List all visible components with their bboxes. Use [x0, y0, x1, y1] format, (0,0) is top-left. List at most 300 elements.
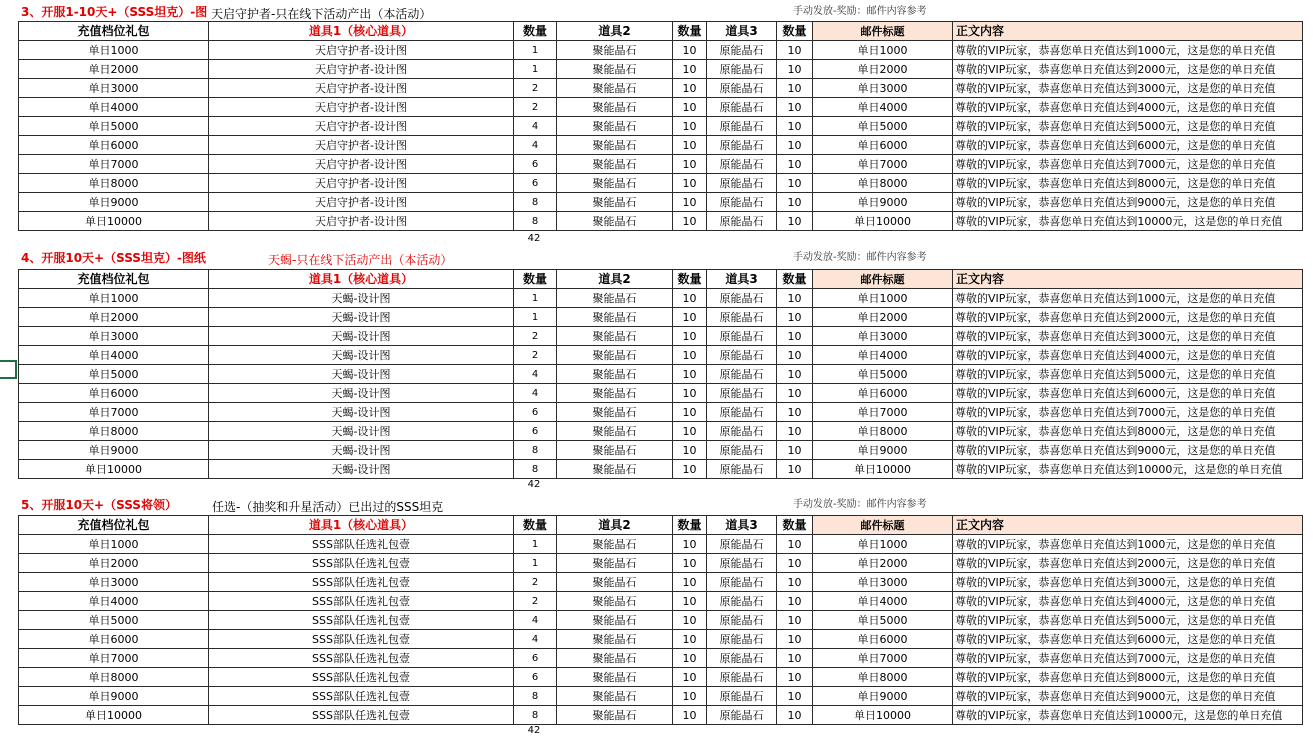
- tier-cell[interactable]: 单日9000: [19, 193, 209, 212]
- item2-cell[interactable]: 聚能晶石: [557, 649, 673, 668]
- qty2-cell[interactable]: 10: [673, 687, 707, 706]
- item3-cell[interactable]: 原能晶石: [707, 212, 777, 231]
- qty1-cell[interactable]: 8: [514, 441, 557, 460]
- tier-cell[interactable]: 单日3000: [19, 327, 209, 346]
- header-qty2[interactable]: 数量: [673, 516, 707, 535]
- mail-title-cell[interactable]: 单日1000: [813, 289, 953, 308]
- tier-cell[interactable]: 单日5000: [19, 117, 209, 136]
- body-cell[interactable]: 尊敬的VIP玩家，恭喜您单日充值达到9000元，这是您的单日充值: [953, 441, 1303, 460]
- qty3-cell[interactable]: 10: [777, 136, 813, 155]
- item2-cell[interactable]: 聚能晶石: [557, 174, 673, 193]
- body-cell[interactable]: 尊敬的VIP玩家，恭喜您单日充值达到6000元，这是您的单日充值: [953, 136, 1303, 155]
- tier-cell[interactable]: 单日4000: [19, 346, 209, 365]
- qty2-cell[interactable]: 10: [673, 117, 707, 136]
- header-mail-title[interactable]: 邮件标题: [813, 22, 953, 41]
- core-item-cell[interactable]: SSS部队任选礼包壹: [209, 706, 514, 725]
- body-cell[interactable]: 尊敬的VIP玩家，恭喜您单日充值达到2000元，这是您的单日充值: [953, 308, 1303, 327]
- mail-title-cell[interactable]: 单日5000: [813, 117, 953, 136]
- item2-cell[interactable]: 聚能晶石: [557, 611, 673, 630]
- item3-cell[interactable]: 原能晶石: [707, 365, 777, 384]
- mail-title-cell[interactable]: 单日10000: [813, 212, 953, 231]
- core-item-cell[interactable]: 天启守护者-设计图: [209, 98, 514, 117]
- qty1-cell[interactable]: 8: [514, 706, 557, 725]
- core-item-cell[interactable]: 天蝎-设计图: [209, 289, 514, 308]
- qty1-cell[interactable]: 4: [514, 117, 557, 136]
- item2-cell[interactable]: 聚能晶石: [557, 422, 673, 441]
- mail-title-cell[interactable]: 单日8000: [813, 422, 953, 441]
- qty2-cell[interactable]: 10: [673, 98, 707, 117]
- qty3-cell[interactable]: 10: [777, 384, 813, 403]
- header-item3[interactable]: 道具3: [707, 270, 777, 289]
- qty2-cell[interactable]: 10: [673, 535, 707, 554]
- qty3-cell[interactable]: 10: [777, 308, 813, 327]
- core-item-cell[interactable]: SSS部队任选礼包壹: [209, 535, 514, 554]
- item2-cell[interactable]: 聚能晶石: [557, 117, 673, 136]
- qty3-cell[interactable]: 10: [777, 441, 813, 460]
- tier-cell[interactable]: 单日2000: [19, 308, 209, 327]
- tier-cell[interactable]: 单日1000: [19, 289, 209, 308]
- qty1-cell[interactable]: 4: [514, 136, 557, 155]
- item2-cell[interactable]: 聚能晶石: [557, 79, 673, 98]
- qty2-cell[interactable]: 10: [673, 60, 707, 79]
- qty3-cell[interactable]: 10: [777, 41, 813, 60]
- header-item3[interactable]: 道具3: [707, 516, 777, 535]
- qty2-cell[interactable]: 10: [673, 136, 707, 155]
- item3-cell[interactable]: 原能晶石: [707, 308, 777, 327]
- mail-title-cell[interactable]: 单日9000: [813, 193, 953, 212]
- item2-cell[interactable]: 聚能晶石: [557, 41, 673, 60]
- item2-cell[interactable]: 聚能晶石: [557, 706, 673, 725]
- core-item-cell[interactable]: 天启守护者-设计图: [209, 136, 514, 155]
- tier-cell[interactable]: 单日7000: [19, 403, 209, 422]
- mail-title-cell[interactable]: 单日9000: [813, 687, 953, 706]
- body-cell[interactable]: 尊敬的VIP玩家，恭喜您单日充值达到9000元，这是您的单日充值: [953, 193, 1303, 212]
- core-item-cell[interactable]: 天蝎-设计图: [209, 403, 514, 422]
- body-cell[interactable]: 尊敬的VIP玩家，恭喜您单日充值达到7000元，这是您的单日充值: [953, 155, 1303, 174]
- qty1-cell[interactable]: 6: [514, 668, 557, 687]
- qty2-cell[interactable]: 10: [673, 611, 707, 630]
- core-item-cell[interactable]: SSS部队任选礼包壹: [209, 573, 514, 592]
- body-cell[interactable]: 尊敬的VIP玩家，恭喜您单日充值达到5000元，这是您的单日充值: [953, 611, 1303, 630]
- qty3-cell[interactable]: 10: [777, 174, 813, 193]
- qty1-cell[interactable]: 6: [514, 649, 557, 668]
- header-qty2[interactable]: 数量: [673, 270, 707, 289]
- qty3-cell[interactable]: 10: [777, 687, 813, 706]
- item2-cell[interactable]: 聚能晶石: [557, 554, 673, 573]
- header-body[interactable]: 正文内容: [953, 270, 1303, 289]
- core-item-cell[interactable]: 天启守护者-设计图: [209, 193, 514, 212]
- mail-title-cell[interactable]: 单日6000: [813, 136, 953, 155]
- body-cell[interactable]: 尊敬的VIP玩家，恭喜您单日充值达到8000元，这是您的单日充值: [953, 422, 1303, 441]
- qty1-cell[interactable]: 1: [514, 289, 557, 308]
- body-cell[interactable]: 尊敬的VIP玩家，恭喜您单日充值达到5000元，这是您的单日充值: [953, 117, 1303, 136]
- item3-cell[interactable]: 原能晶石: [707, 384, 777, 403]
- tier-cell[interactable]: 单日9000: [19, 687, 209, 706]
- qty3-cell[interactable]: 10: [777, 117, 813, 136]
- body-cell[interactable]: 尊敬的VIP玩家，恭喜您单日充值达到4000元，这是您的单日充值: [953, 346, 1303, 365]
- qty2-cell[interactable]: 10: [673, 327, 707, 346]
- header-core-item[interactable]: 道具1（核心道具）: [209, 270, 514, 289]
- qty1-cell[interactable]: 6: [514, 174, 557, 193]
- item3-cell[interactable]: 原能晶石: [707, 41, 777, 60]
- qty2-cell[interactable]: 10: [673, 706, 707, 725]
- qty2-cell[interactable]: 10: [673, 308, 707, 327]
- tier-cell[interactable]: 单日6000: [19, 630, 209, 649]
- header-qty2[interactable]: 数量: [673, 22, 707, 41]
- qty1-cell[interactable]: 2: [514, 592, 557, 611]
- item3-cell[interactable]: 原能晶石: [707, 155, 777, 174]
- header-core-item[interactable]: 道具1（核心道具）: [209, 516, 514, 535]
- body-cell[interactable]: 尊敬的VIP玩家，恭喜您单日充值达到6000元，这是您的单日充值: [953, 384, 1303, 403]
- qty3-cell[interactable]: 10: [777, 212, 813, 231]
- tier-cell[interactable]: 单日3000: [19, 573, 209, 592]
- item2-cell[interactable]: 聚能晶石: [557, 155, 673, 174]
- mail-title-cell[interactable]: 单日1000: [813, 535, 953, 554]
- mail-title-cell[interactable]: 单日7000: [813, 155, 953, 174]
- tier-cell[interactable]: 单日7000: [19, 155, 209, 174]
- item2-cell[interactable]: 聚能晶石: [557, 535, 673, 554]
- mail-title-cell[interactable]: 单日3000: [813, 327, 953, 346]
- item2-cell[interactable]: 聚能晶石: [557, 98, 673, 117]
- item3-cell[interactable]: 原能晶石: [707, 573, 777, 592]
- header-qty1[interactable]: 数量: [514, 516, 557, 535]
- item3-cell[interactable]: 原能晶石: [707, 649, 777, 668]
- core-item-cell[interactable]: SSS部队任选礼包壹: [209, 630, 514, 649]
- core-item-cell[interactable]: 天蝎-设计图: [209, 327, 514, 346]
- quantity-total[interactable]: 42: [527, 725, 541, 736]
- core-item-cell[interactable]: SSS部队任选礼包壹: [209, 687, 514, 706]
- body-cell[interactable]: 尊敬的VIP玩家，恭喜您单日充值达到3000元，这是您的单日充值: [953, 327, 1303, 346]
- header-qty1[interactable]: 数量: [514, 22, 557, 41]
- tier-cell[interactable]: 单日10000: [19, 212, 209, 231]
- body-cell[interactable]: 尊敬的VIP玩家，恭喜您单日充值达到3000元，这是您的单日充值: [953, 573, 1303, 592]
- header-body[interactable]: 正文内容: [953, 516, 1303, 535]
- qty1-cell[interactable]: 6: [514, 422, 557, 441]
- qty3-cell[interactable]: 10: [777, 155, 813, 174]
- mail-title-cell[interactable]: 单日4000: [813, 346, 953, 365]
- qty1-cell[interactable]: 8: [514, 460, 557, 479]
- header-body[interactable]: 正文内容: [953, 22, 1303, 41]
- mail-title-cell[interactable]: 单日7000: [813, 403, 953, 422]
- quantity-total[interactable]: 42: [527, 479, 541, 490]
- body-cell[interactable]: 尊敬的VIP玩家，恭喜您单日充值达到9000元，这是您的单日充值: [953, 687, 1303, 706]
- item3-cell[interactable]: 原能晶石: [707, 327, 777, 346]
- qty1-cell[interactable]: 2: [514, 79, 557, 98]
- qty2-cell[interactable]: 10: [673, 289, 707, 308]
- core-item-cell[interactable]: SSS部队任选礼包壹: [209, 611, 514, 630]
- qty2-cell[interactable]: 10: [673, 441, 707, 460]
- item2-cell[interactable]: 聚能晶石: [557, 308, 673, 327]
- qty3-cell[interactable]: 10: [777, 79, 813, 98]
- qty2-cell[interactable]: 10: [673, 649, 707, 668]
- item3-cell[interactable]: 原能晶石: [707, 136, 777, 155]
- tier-cell[interactable]: 单日8000: [19, 668, 209, 687]
- mail-title-cell[interactable]: 单日5000: [813, 611, 953, 630]
- tier-cell[interactable]: 单日5000: [19, 611, 209, 630]
- mail-title-cell[interactable]: 单日2000: [813, 60, 953, 79]
- qty1-cell[interactable]: 4: [514, 384, 557, 403]
- qty3-cell[interactable]: 10: [777, 592, 813, 611]
- tier-cell[interactable]: 单日2000: [19, 60, 209, 79]
- mail-title-cell[interactable]: 单日6000: [813, 384, 953, 403]
- mail-title-cell[interactable]: 单日7000: [813, 649, 953, 668]
- qty3-cell[interactable]: 10: [777, 668, 813, 687]
- qty1-cell[interactable]: 1: [514, 554, 557, 573]
- qty3-cell[interactable]: 10: [777, 365, 813, 384]
- qty1-cell[interactable]: 8: [514, 687, 557, 706]
- qty2-cell[interactable]: 10: [673, 79, 707, 98]
- item2-cell[interactable]: 聚能晶石: [557, 441, 673, 460]
- item3-cell[interactable]: 原能晶石: [707, 117, 777, 136]
- item2-cell[interactable]: 聚能晶石: [557, 384, 673, 403]
- qty3-cell[interactable]: 10: [777, 535, 813, 554]
- item3-cell[interactable]: 原能晶石: [707, 630, 777, 649]
- qty3-cell[interactable]: 10: [777, 193, 813, 212]
- qty2-cell[interactable]: 10: [673, 384, 707, 403]
- body-cell[interactable]: 尊敬的VIP玩家，恭喜您单日充值达到8000元，这是您的单日充值: [953, 668, 1303, 687]
- core-item-cell[interactable]: SSS部队任选礼包壹: [209, 649, 514, 668]
- qty2-cell[interactable]: 10: [673, 346, 707, 365]
- item2-cell[interactable]: 聚能晶石: [557, 212, 673, 231]
- body-cell[interactable]: 尊敬的VIP玩家，恭喜您单日充值达到4000元，这是您的单日充值: [953, 98, 1303, 117]
- body-cell[interactable]: 尊敬的VIP玩家，恭喜您单日充值达到1000元，这是您的单日充值: [953, 289, 1303, 308]
- header-item2[interactable]: 道具2: [557, 270, 673, 289]
- mail-title-cell[interactable]: 单日6000: [813, 630, 953, 649]
- body-cell[interactable]: 尊敬的VIP玩家，恭喜您单日充值达到6000元，这是您的单日充值: [953, 630, 1303, 649]
- qty3-cell[interactable]: 10: [777, 403, 813, 422]
- item2-cell[interactable]: 聚能晶石: [557, 573, 673, 592]
- qty3-cell[interactable]: 10: [777, 327, 813, 346]
- core-item-cell[interactable]: SSS部队任选礼包壹: [209, 554, 514, 573]
- item3-cell[interactable]: 原能晶石: [707, 403, 777, 422]
- qty3-cell[interactable]: 10: [777, 422, 813, 441]
- qty3-cell[interactable]: 10: [777, 611, 813, 630]
- core-item-cell[interactable]: 天蝎-设计图: [209, 422, 514, 441]
- item3-cell[interactable]: 原能晶石: [707, 535, 777, 554]
- mail-title-cell[interactable]: 单日2000: [813, 554, 953, 573]
- mail-title-cell[interactable]: 单日2000: [813, 308, 953, 327]
- tier-cell[interactable]: 单日4000: [19, 98, 209, 117]
- qty2-cell[interactable]: 10: [673, 422, 707, 441]
- core-item-cell[interactable]: 天蝎-设计图: [209, 460, 514, 479]
- qty2-cell[interactable]: 10: [673, 554, 707, 573]
- body-cell[interactable]: 尊敬的VIP玩家，恭喜您单日充值达到5000元，这是您的单日充值: [953, 365, 1303, 384]
- core-item-cell[interactable]: SSS部队任选礼包壹: [209, 668, 514, 687]
- header-core-item[interactable]: 道具1（核心道具）: [209, 22, 514, 41]
- qty3-cell[interactable]: 10: [777, 554, 813, 573]
- qty1-cell[interactable]: 1: [514, 535, 557, 554]
- tier-cell[interactable]: 单日1000: [19, 41, 209, 60]
- item3-cell[interactable]: 原能晶石: [707, 592, 777, 611]
- item3-cell[interactable]: 原能晶石: [707, 460, 777, 479]
- tier-cell[interactable]: 单日2000: [19, 554, 209, 573]
- tier-cell[interactable]: 单日8000: [19, 422, 209, 441]
- qty3-cell[interactable]: 10: [777, 346, 813, 365]
- qty1-cell[interactable]: 1: [514, 60, 557, 79]
- item2-cell[interactable]: 聚能晶石: [557, 460, 673, 479]
- core-item-cell[interactable]: 天蝎-设计图: [209, 308, 514, 327]
- item3-cell[interactable]: 原能晶石: [707, 289, 777, 308]
- item3-cell[interactable]: 原能晶石: [707, 79, 777, 98]
- item2-cell[interactable]: 聚能晶石: [557, 193, 673, 212]
- item3-cell[interactable]: 原能晶石: [707, 611, 777, 630]
- core-item-cell[interactable]: 天启守护者-设计图: [209, 79, 514, 98]
- qty2-cell[interactable]: 10: [673, 460, 707, 479]
- item2-cell[interactable]: 聚能晶石: [557, 592, 673, 611]
- tier-cell[interactable]: 单日6000: [19, 136, 209, 155]
- qty1-cell[interactable]: 4: [514, 611, 557, 630]
- body-cell[interactable]: 尊敬的VIP玩家，恭喜您单日充值达到1000元，这是您的单日充值: [953, 41, 1303, 60]
- item3-cell[interactable]: 原能晶石: [707, 441, 777, 460]
- qty1-cell[interactable]: 6: [514, 155, 557, 174]
- qty1-cell[interactable]: 8: [514, 193, 557, 212]
- tier-cell[interactable]: 单日6000: [19, 384, 209, 403]
- core-item-cell[interactable]: 天蝎-设计图: [209, 384, 514, 403]
- header-tier[interactable]: 充值档位礼包: [19, 22, 209, 41]
- mail-title-cell[interactable]: 单日8000: [813, 174, 953, 193]
- tier-cell[interactable]: 单日4000: [19, 592, 209, 611]
- qty1-cell[interactable]: 1: [514, 308, 557, 327]
- qty2-cell[interactable]: 10: [673, 193, 707, 212]
- qty3-cell[interactable]: 10: [777, 630, 813, 649]
- header-item2[interactable]: 道具2: [557, 22, 673, 41]
- qty1-cell[interactable]: 4: [514, 365, 557, 384]
- tier-cell[interactable]: 单日9000: [19, 441, 209, 460]
- body-cell[interactable]: 尊敬的VIP玩家，恭喜您单日充值达到7000元，这是您的单日充值: [953, 403, 1303, 422]
- core-item-cell[interactable]: 天启守护者-设计图: [209, 117, 514, 136]
- header-item3[interactable]: 道具3: [707, 22, 777, 41]
- mail-title-cell[interactable]: 单日9000: [813, 441, 953, 460]
- mail-title-cell[interactable]: 单日10000: [813, 706, 953, 725]
- header-mail-title[interactable]: 邮件标题: [813, 270, 953, 289]
- body-cell[interactable]: 尊敬的VIP玩家，恭喜您单日充值达到8000元，这是您的单日充值: [953, 174, 1303, 193]
- mail-title-cell[interactable]: 单日1000: [813, 41, 953, 60]
- qty2-cell[interactable]: 10: [673, 630, 707, 649]
- header-qty3[interactable]: 数量: [777, 270, 813, 289]
- mail-title-cell[interactable]: 单日3000: [813, 573, 953, 592]
- tier-cell[interactable]: 单日7000: [19, 649, 209, 668]
- item2-cell[interactable]: 聚能晶石: [557, 327, 673, 346]
- mail-title-cell[interactable]: 单日4000: [813, 98, 953, 117]
- qty1-cell[interactable]: 1: [514, 41, 557, 60]
- qty1-cell[interactable]: 2: [514, 327, 557, 346]
- item2-cell[interactable]: 聚能晶石: [557, 403, 673, 422]
- item2-cell[interactable]: 聚能晶石: [557, 365, 673, 384]
- item3-cell[interactable]: 原能晶石: [707, 706, 777, 725]
- qty1-cell[interactable]: 2: [514, 98, 557, 117]
- mail-title-cell[interactable]: 单日8000: [813, 668, 953, 687]
- header-qty3[interactable]: 数量: [777, 22, 813, 41]
- header-qty3[interactable]: 数量: [777, 516, 813, 535]
- core-item-cell[interactable]: 天启守护者-设计图: [209, 212, 514, 231]
- body-cell[interactable]: 尊敬的VIP玩家，恭喜您单日充值达到10000元，这是您的单日充值: [953, 706, 1303, 725]
- item2-cell[interactable]: 聚能晶石: [557, 346, 673, 365]
- mail-title-cell[interactable]: 单日5000: [813, 365, 953, 384]
- core-item-cell[interactable]: 天蝎-设计图: [209, 441, 514, 460]
- qty2-cell[interactable]: 10: [673, 365, 707, 384]
- qty3-cell[interactable]: 10: [777, 649, 813, 668]
- body-cell[interactable]: 尊敬的VIP玩家，恭喜您单日充值达到3000元，这是您的单日充值: [953, 79, 1303, 98]
- core-item-cell[interactable]: 天蝎-设计图: [209, 346, 514, 365]
- item2-cell[interactable]: 聚能晶石: [557, 687, 673, 706]
- qty2-cell[interactable]: 10: [673, 155, 707, 174]
- qty3-cell[interactable]: 10: [777, 60, 813, 79]
- qty2-cell[interactable]: 10: [673, 592, 707, 611]
- tier-cell[interactable]: 单日8000: [19, 174, 209, 193]
- qty1-cell[interactable]: 2: [514, 573, 557, 592]
- qty2-cell[interactable]: 10: [673, 212, 707, 231]
- qty2-cell[interactable]: 10: [673, 41, 707, 60]
- qty3-cell[interactable]: 10: [777, 98, 813, 117]
- body-cell[interactable]: 尊敬的VIP玩家，恭喜您单日充值达到7000元，这是您的单日充值: [953, 649, 1303, 668]
- mail-title-cell[interactable]: 单日10000: [813, 460, 953, 479]
- item3-cell[interactable]: 原能晶石: [707, 193, 777, 212]
- item3-cell[interactable]: 原能晶石: [707, 668, 777, 687]
- body-cell[interactable]: 尊敬的VIP玩家，恭喜您单日充值达到4000元，这是您的单日充值: [953, 592, 1303, 611]
- mail-title-cell[interactable]: 单日3000: [813, 79, 953, 98]
- qty3-cell[interactable]: 10: [777, 706, 813, 725]
- item3-cell[interactable]: 原能晶石: [707, 422, 777, 441]
- core-item-cell[interactable]: 天启守护者-设计图: [209, 155, 514, 174]
- mail-title-cell[interactable]: 单日4000: [813, 592, 953, 611]
- tier-cell[interactable]: 单日10000: [19, 460, 209, 479]
- qty1-cell[interactable]: 8: [514, 212, 557, 231]
- qty2-cell[interactable]: 10: [673, 573, 707, 592]
- core-item-cell[interactable]: 天启守护者-设计图: [209, 174, 514, 193]
- qty1-cell[interactable]: 6: [514, 403, 557, 422]
- tier-cell[interactable]: 单日1000: [19, 535, 209, 554]
- body-cell[interactable]: 尊敬的VIP玩家，恭喜您单日充值达到2000元，这是您的单日充值: [953, 60, 1303, 79]
- tier-cell[interactable]: 单日3000: [19, 79, 209, 98]
- header-tier[interactable]: 充值档位礼包: [19, 270, 209, 289]
- qty3-cell[interactable]: 10: [777, 573, 813, 592]
- item3-cell[interactable]: 原能晶石: [707, 174, 777, 193]
- header-item2[interactable]: 道具2: [557, 516, 673, 535]
- body-cell[interactable]: 尊敬的VIP玩家，恭喜您单日充值达到1000元，这是您的单日充值: [953, 535, 1303, 554]
- core-item-cell[interactable]: SSS部队任选礼包壹: [209, 592, 514, 611]
- qty1-cell[interactable]: 2: [514, 346, 557, 365]
- qty2-cell[interactable]: 10: [673, 174, 707, 193]
- tier-cell[interactable]: 单日5000: [19, 365, 209, 384]
- body-cell[interactable]: 尊敬的VIP玩家，恭喜您单日充值达到10000元，这是您的单日充值: [953, 460, 1303, 479]
- item3-cell[interactable]: 原能晶石: [707, 60, 777, 79]
- core-item-cell[interactable]: 天蝎-设计图: [209, 365, 514, 384]
- tier-cell[interactable]: 单日10000: [19, 706, 209, 725]
- body-cell[interactable]: 尊敬的VIP玩家，恭喜您单日充值达到10000元，这是您的单日充值: [953, 212, 1303, 231]
- qty2-cell[interactable]: 10: [673, 668, 707, 687]
- item2-cell[interactable]: 聚能晶石: [557, 630, 673, 649]
- qty2-cell[interactable]: 10: [673, 403, 707, 422]
- item2-cell[interactable]: 聚能晶石: [557, 136, 673, 155]
- quantity-total[interactable]: 42: [527, 233, 541, 244]
- header-mail-title[interactable]: 邮件标题: [813, 516, 953, 535]
- qty3-cell[interactable]: 10: [777, 289, 813, 308]
- core-item-cell[interactable]: 天启守护者-设计图: [209, 60, 514, 79]
- core-item-cell[interactable]: 天启守护者-设计图: [209, 41, 514, 60]
- qty3-cell[interactable]: 10: [777, 460, 813, 479]
- body-cell[interactable]: 尊敬的VIP玩家，恭喜您单日充值达到2000元，这是您的单日充值: [953, 554, 1303, 573]
- header-qty1[interactable]: 数量: [514, 270, 557, 289]
- header-tier[interactable]: 充值档位礼包: [19, 516, 209, 535]
- item3-cell[interactable]: 原能晶石: [707, 98, 777, 117]
- item3-cell[interactable]: 原能晶石: [707, 687, 777, 706]
- item2-cell[interactable]: 聚能晶石: [557, 668, 673, 687]
- qty1-cell[interactable]: 4: [514, 630, 557, 649]
- item2-cell[interactable]: 聚能晶石: [557, 289, 673, 308]
- item3-cell[interactable]: 原能晶石: [707, 554, 777, 573]
- item2-cell[interactable]: 聚能晶石: [557, 60, 673, 79]
- item3-cell[interactable]: 原能晶石: [707, 346, 777, 365]
